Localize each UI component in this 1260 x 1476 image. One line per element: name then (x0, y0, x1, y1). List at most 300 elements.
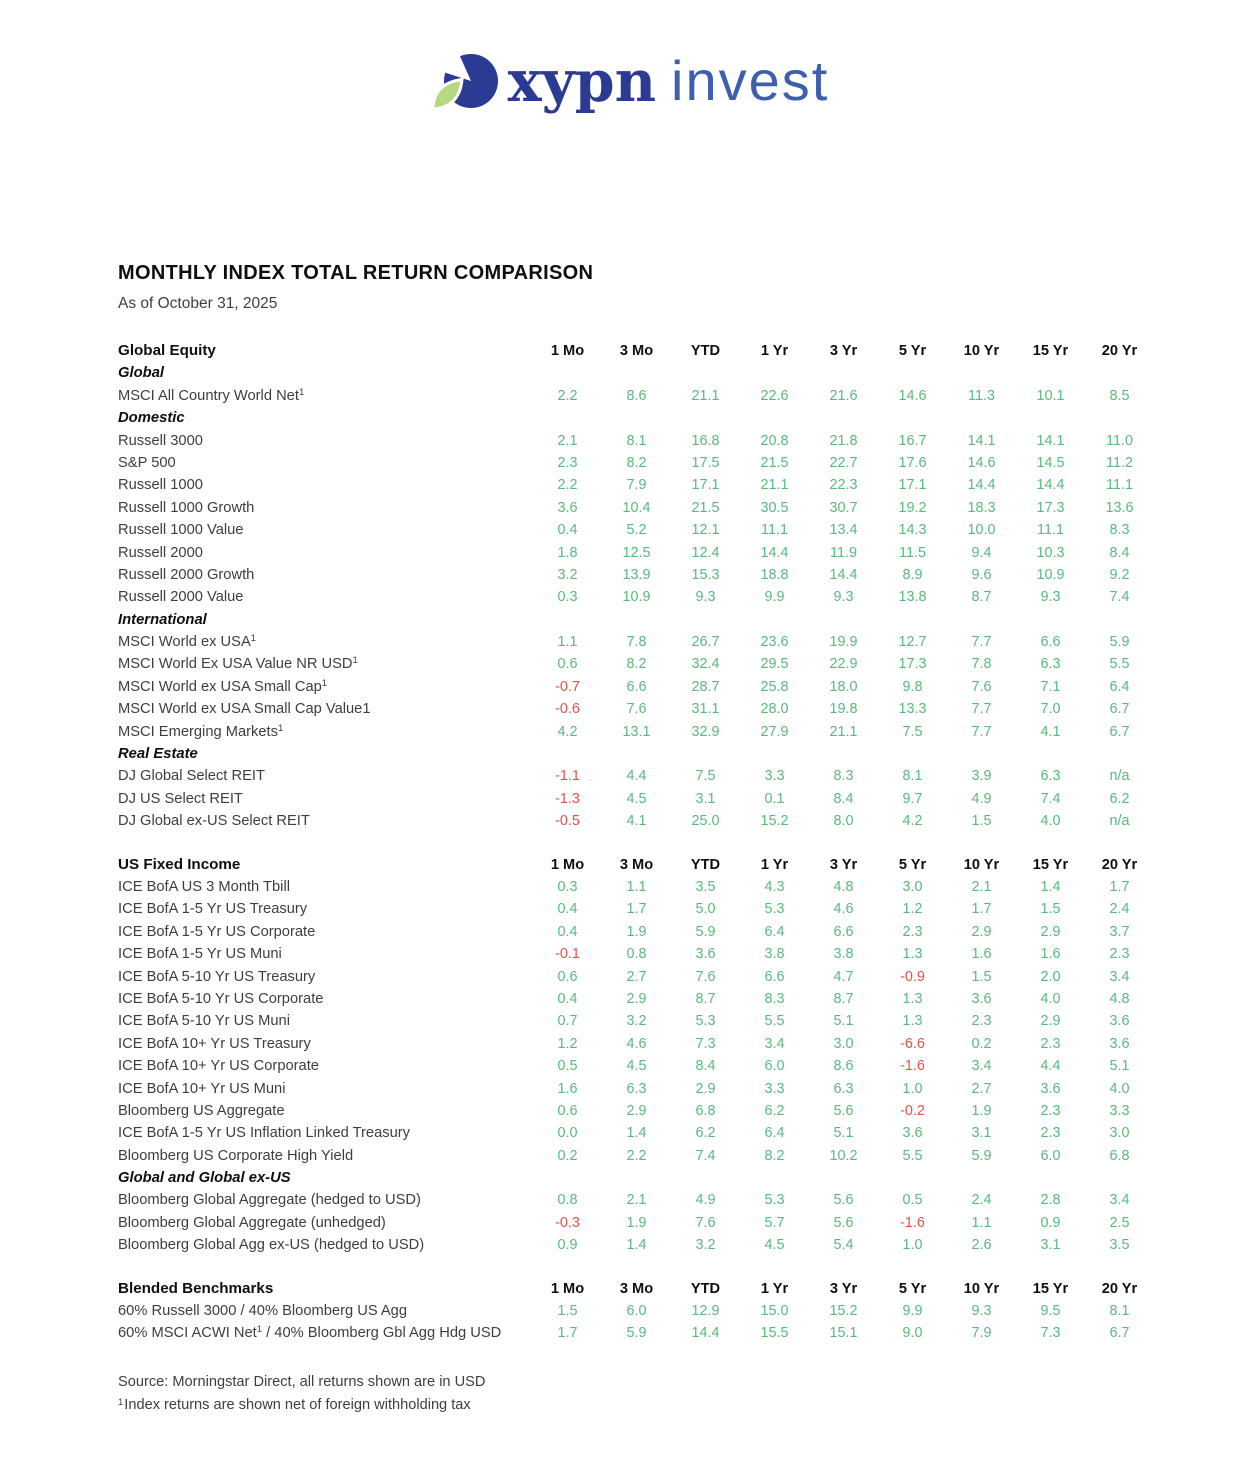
return-value: 17.3 (898, 656, 927, 673)
return-value: 7.6 (695, 1214, 716, 1231)
return-value: 32.9 (691, 723, 720, 740)
return-value: n/a (1109, 813, 1130, 830)
return-value: 14.3 (898, 522, 927, 539)
table-row (118, 564, 1142, 586)
return-value: 1.6 (557, 1080, 578, 1097)
return-value: 6.6 (626, 678, 647, 695)
column-header-15-yr: 15 Yr (1032, 343, 1069, 359)
table-row (118, 542, 1142, 564)
return-value: 7.7 (971, 701, 992, 718)
return-value: 0.3 (557, 878, 578, 895)
table-row (118, 519, 1142, 541)
section-title: Blended Benchmarks (118, 1279, 274, 1297)
return-value: 8.2 (626, 656, 647, 673)
group-subheader: International (118, 611, 207, 628)
return-value: 28.0 (760, 701, 789, 718)
return-value: 15.0 (760, 1303, 789, 1320)
return-value: 3.4 (764, 1035, 785, 1052)
index-name-text: MSCI Emerging Markets (118, 723, 278, 740)
return-value: 8.0 (833, 813, 854, 830)
return-value: 1.6 (971, 946, 992, 963)
return-value: 0.0 (557, 1125, 578, 1142)
return-value: 1.0 (902, 1080, 923, 1097)
return-value: 19.9 (829, 634, 858, 651)
return-value: 0.9 (557, 1237, 578, 1254)
return-value: 4.9 (695, 1192, 716, 1209)
return-value: 14.4 (760, 544, 789, 561)
column-header-10-yr: 10 Yr (963, 856, 1000, 873)
return-value: 1.1 (557, 634, 578, 651)
return-value: 6.0 (764, 1058, 785, 1075)
return-value: 1.8 (557, 544, 578, 561)
index-name-text: Bloomberg Global Aggregate (hedged to USD) (118, 1192, 421, 1209)
index-name-text: Bloomberg Global Aggregate (unhedged) (118, 1214, 386, 1231)
return-value: 4.3 (764, 878, 785, 895)
index-name-text: ICE BofA 5-10 Yr US Corporate (118, 990, 324, 1007)
return-value: 22.7 (829, 454, 858, 471)
table-row (118, 876, 1142, 898)
return-value: 6.2 (695, 1125, 716, 1142)
return-value: 3.6 (902, 1125, 923, 1142)
return-value: 3.6 (1109, 1013, 1130, 1030)
column-header-3-yr: 3 Yr (829, 856, 858, 873)
return-value: -0.7 (555, 678, 580, 695)
table-row (118, 810, 1142, 832)
return-value: 4.7 (833, 968, 854, 985)
return-value: 5.2 (626, 522, 647, 539)
return-value: 6.8 (1109, 1147, 1130, 1164)
return-value: 3.2 (626, 1013, 647, 1030)
return-value: 22.6 (760, 387, 789, 404)
return-value: 21.5 (691, 499, 720, 516)
return-value: 3.6 (557, 499, 578, 516)
index-name (118, 1300, 533, 1322)
index-name (118, 586, 533, 608)
return-value: 1.9 (626, 1214, 647, 1231)
return-value: 6.7 (1109, 723, 1130, 740)
return-value: 1.2 (902, 901, 923, 918)
return-value: 5.9 (626, 1325, 647, 1342)
return-value: 0.5 (902, 1192, 923, 1209)
return-value: 17.3 (1036, 499, 1065, 516)
return-value: 4.5 (626, 1058, 647, 1075)
return-value: 5.9 (971, 1147, 992, 1164)
return-value: -0.3 (555, 1214, 580, 1231)
as-of-date: As of October 31, 2025 (118, 295, 278, 312)
return-value: 0.4 (557, 522, 578, 539)
index-name (118, 1078, 533, 1100)
return-value: 8.1 (626, 432, 647, 449)
return-value: 3.1 (1040, 1237, 1061, 1254)
index-name-text: MSCI World ex USA Small Cap Value1 (118, 701, 371, 718)
table-header-row (118, 854, 1142, 876)
index-name (118, 788, 533, 810)
return-value: 7.9 (971, 1325, 992, 1342)
return-value: 13.8 (898, 589, 927, 606)
column-header-3-yr: 3 Yr (829, 343, 858, 359)
return-value: 10.2 (829, 1147, 858, 1164)
return-value: 6.4 (1109, 678, 1130, 695)
return-value: 14.6 (898, 387, 927, 404)
return-value: 9.2 (1109, 566, 1130, 583)
return-value: 8.2 (626, 454, 647, 471)
return-value: 15.5 (760, 1325, 789, 1342)
return-value: 8.7 (971, 589, 992, 606)
return-value: 3.4 (1109, 1192, 1130, 1209)
index-name-text: MSCI World Ex USA Value NR USD (118, 656, 353, 673)
column-header-ytd: YTD (690, 1280, 721, 1297)
return-value: 1.1 (971, 1214, 992, 1231)
index-name-text: / 40% Bloomberg Gbl Agg Hdg USD (262, 1325, 502, 1342)
table-row (118, 1189, 1142, 1211)
return-value: 15.1 (829, 1325, 858, 1342)
return-value: 12.9 (691, 1303, 720, 1320)
return-value: -6.6 (900, 1035, 925, 1052)
return-value: 6.7 (1109, 701, 1130, 718)
brand-name-secondary: invest (671, 49, 830, 112)
column-header-20-yr: 20 Yr (1101, 343, 1138, 359)
index-name (118, 474, 533, 496)
index-name (118, 452, 533, 474)
return-value: 6.3 (626, 1080, 647, 1097)
return-value: 3.1 (971, 1125, 992, 1142)
column-header-3-mo: 3 Mo (619, 343, 654, 359)
return-value: 2.6 (971, 1237, 992, 1254)
column-header-1-mo: 1 Mo (550, 343, 585, 359)
table-row (118, 1033, 1142, 1055)
return-value: 2.7 (626, 968, 647, 985)
table-row (118, 1100, 1142, 1122)
return-value: 3.3 (764, 1080, 785, 1097)
return-value: 6.6 (833, 923, 854, 940)
return-value: 18.0 (829, 678, 858, 695)
return-value: 10.0 (967, 522, 996, 539)
return-value: 7.5 (902, 723, 923, 740)
column-header-5-yr: 5 Yr (898, 1280, 927, 1297)
return-value: 21.8 (829, 432, 858, 449)
index-name-text: Russell 2000 Value (118, 589, 244, 606)
return-value: 2.3 (1109, 946, 1130, 963)
return-value: 20.8 (760, 432, 789, 449)
return-value: 8.9 (902, 566, 923, 583)
return-value: 19.8 (829, 701, 858, 718)
return-value: 21.6 (829, 387, 858, 404)
return-value: 1.7 (557, 1325, 578, 1342)
return-value: 0.4 (557, 990, 578, 1007)
table-row (118, 430, 1142, 452)
return-value: 8.6 (833, 1058, 854, 1075)
index-name-text: ICE BofA 1-5 Yr US Inflation Linked Treasury (118, 1125, 410, 1142)
return-value: 14.4 (967, 477, 996, 494)
return-value: 8.2 (764, 1147, 785, 1164)
return-value: 8.3 (764, 990, 785, 1007)
return-value: 4.1 (1040, 723, 1061, 740)
return-value: 4.0 (1040, 990, 1061, 1007)
return-value: 10.9 (622, 589, 651, 606)
return-value: 10.3 (1036, 544, 1065, 561)
index-name-text: Russell 2000 (118, 544, 203, 561)
return-value: 11.9 (830, 544, 857, 561)
table-row (118, 1322, 1142, 1344)
return-value: 27.9 (760, 723, 789, 740)
return-value: 6.3 (1040, 656, 1061, 673)
return-value: 2.2 (557, 387, 578, 404)
return-value: 3.8 (833, 946, 854, 963)
return-value: 21.1 (760, 477, 789, 494)
index-name (118, 676, 533, 698)
return-value: 11.1 (1037, 522, 1064, 539)
index-name-text: MSCI All Country World Net (118, 387, 299, 404)
return-value: 1.7 (1109, 878, 1130, 895)
return-value: 4.8 (1109, 990, 1130, 1007)
return-value: 4.4 (626, 768, 647, 785)
table-row (118, 921, 1142, 943)
return-value: -1.3 (555, 790, 580, 807)
return-value: -0.9 (900, 968, 925, 985)
table-row (118, 1010, 1142, 1032)
return-value: 17.6 (898, 454, 927, 471)
return-value: 21.5 (760, 454, 789, 471)
return-value: 1.6 (1040, 946, 1061, 963)
column-header-5-yr: 5 Yr (898, 343, 927, 359)
return-value: 8.3 (833, 768, 854, 785)
return-value: 21.1 (691, 387, 720, 404)
column-header-15-yr: 15 Yr (1032, 1280, 1069, 1297)
return-value: 5.1 (833, 1125, 854, 1142)
return-value: 3.9 (971, 768, 992, 785)
return-value: 9.3 (971, 1303, 992, 1320)
return-value: 8.3 (1109, 522, 1130, 539)
return-value: 2.3 (1040, 1125, 1061, 1142)
group-subheader: Domestic (118, 410, 185, 427)
return-value: 12.5 (622, 544, 651, 561)
index-name (118, 564, 533, 586)
return-value: 6.0 (626, 1303, 647, 1320)
return-value: 29.5 (760, 656, 789, 673)
return-value: 15.2 (760, 813, 789, 830)
index-name (118, 1055, 533, 1077)
return-value: 3.2 (695, 1237, 716, 1254)
return-value: 0.6 (557, 968, 578, 985)
return-value: 32.4 (691, 656, 720, 673)
return-value: 1.3 (902, 1013, 923, 1030)
index-name-text: ICE BofA 1-5 Yr US Muni (118, 946, 282, 963)
column-header-ytd: YTD (690, 856, 721, 873)
index-name-text: ICE BofA 5-10 Yr US Treasury (118, 968, 316, 985)
return-value: 28.7 (691, 678, 720, 695)
return-value: 9.6 (971, 566, 992, 583)
table-row (118, 988, 1142, 1010)
return-value: 21.1 (829, 723, 858, 740)
footnote-marker: 1 (321, 677, 328, 689)
return-value: 14.5 (1036, 454, 1065, 471)
return-value: 2.3 (1040, 1102, 1061, 1119)
index-name (118, 765, 533, 787)
return-value: 31.1 (691, 701, 720, 718)
return-value: 5.9 (695, 923, 716, 940)
return-value: 5.0 (695, 901, 716, 918)
return-value: 1.3 (902, 946, 923, 963)
group-subheader-row (118, 609, 1142, 631)
return-value: 6.6 (1040, 634, 1061, 651)
return-value: 2.5 (1109, 1214, 1130, 1231)
index-name-text: Russell 2000 Growth (118, 566, 255, 583)
column-header-ytd: YTD (690, 343, 721, 359)
return-value: 0.7 (557, 1013, 578, 1030)
return-value: 2.3 (557, 454, 578, 471)
return-value: 7.0 (1040, 701, 1061, 718)
return-value: 6.2 (764, 1102, 785, 1119)
index-name (118, 698, 533, 720)
table-row (118, 631, 1142, 653)
table-row (118, 788, 1142, 810)
return-value: 11.0 (1106, 432, 1133, 449)
return-value: 7.1 (1040, 678, 1061, 695)
return-value: 2.9 (626, 990, 647, 1007)
return-value: 10.9 (1036, 566, 1065, 583)
table-row (118, 1122, 1142, 1144)
index-name (118, 988, 533, 1010)
return-value: 5.6 (833, 1102, 854, 1119)
return-value: 12.4 (691, 544, 720, 561)
return-value: 9.3 (695, 589, 716, 606)
return-value: 4.5 (764, 1237, 785, 1254)
return-value: 5.3 (764, 1192, 785, 1209)
return-value: 0.3 (557, 589, 578, 606)
return-value: 2.3 (971, 1013, 992, 1030)
index-name (118, 943, 533, 965)
return-value: 5.3 (695, 1013, 716, 1030)
return-value: 14.6 (967, 454, 996, 471)
return-value: 13.4 (829, 522, 858, 539)
index-name-text: Russell 3000 (118, 432, 203, 449)
group-subheader-row (118, 407, 1142, 429)
return-value: 11.2 (1106, 454, 1133, 471)
table-row (118, 586, 1142, 608)
table-row (118, 765, 1142, 787)
index-name (118, 519, 533, 541)
index-name-text: Bloomberg Global Agg ex-US (hedged to USD) (118, 1237, 425, 1254)
index-name-text: ICE BofA 1-5 Yr US Corporate (118, 923, 316, 940)
return-value: 14.4 (691, 1325, 720, 1342)
return-value: 15.2 (829, 1303, 858, 1320)
return-value: 9.0 (902, 1325, 923, 1342)
return-value: 3.5 (695, 878, 716, 895)
return-value: 4.6 (626, 1035, 647, 1052)
return-value: 6.0 (1040, 1147, 1061, 1164)
footnote (118, 1394, 1142, 1417)
index-name-text: ICE BofA 5-10 Yr US Muni (118, 1013, 290, 1030)
return-value: 0.5 (557, 1058, 578, 1075)
return-value: 6.4 (764, 1125, 785, 1142)
index-name-text: ICE BofA 10+ Yr US Corporate (118, 1058, 319, 1075)
return-value: 6.4 (764, 923, 785, 940)
index-name (118, 385, 533, 407)
return-value: 7.3 (1040, 1325, 1061, 1342)
return-value: 7.4 (1109, 589, 1130, 606)
footnote-marker: 1 (298, 386, 305, 398)
return-value: 10.1 (1036, 387, 1065, 404)
table-row (118, 497, 1142, 519)
brand-logo (118, 44, 1142, 118)
return-value: 12.1 (691, 522, 720, 539)
return-value: 3.6 (695, 946, 716, 963)
index-name-text: Russell 1000 Growth (118, 499, 255, 516)
column-header-1-yr: 1 Yr (760, 856, 789, 873)
return-value: 5.6 (833, 1214, 854, 1231)
return-value: 7.8 (626, 634, 647, 651)
index-name-text: ICE BofA 10+ Yr US Muni (118, 1080, 286, 1097)
return-value: 1.5 (971, 968, 992, 985)
return-value: 2.9 (1040, 1013, 1061, 1030)
return-value: 3.0 (833, 1035, 854, 1052)
return-value: 8.7 (695, 990, 716, 1007)
return-value: 3.8 (764, 946, 785, 963)
return-value: 9.3 (1040, 589, 1061, 606)
return-value: 5.5 (764, 1013, 785, 1030)
column-header-3-yr: 3 Yr (829, 1280, 858, 1297)
return-value: 0.4 (557, 901, 578, 918)
return-value: 2.2 (557, 477, 578, 494)
return-value: 5.1 (1109, 1058, 1130, 1075)
return-value: 2.2 (626, 1147, 647, 1164)
return-value: 0.8 (626, 946, 647, 963)
return-value: 9.3 (833, 589, 854, 606)
return-value: 7.7 (971, 723, 992, 740)
return-value: 2.9 (1040, 923, 1061, 940)
return-value: 9.9 (902, 1303, 923, 1320)
return-value: 7.6 (971, 678, 992, 695)
table-row (118, 721, 1142, 743)
return-value: 4.5 (626, 790, 647, 807)
return-value: 1.5 (1040, 901, 1061, 918)
return-value: 9.4 (971, 544, 992, 561)
return-value: 1.1 (626, 878, 647, 895)
return-value: 2.1 (971, 878, 992, 895)
table-row (118, 1078, 1142, 1100)
index-name (118, 921, 533, 943)
return-value: 9.8 (902, 678, 923, 695)
return-value: 1.9 (971, 1102, 992, 1119)
return-value: 7.3 (695, 1035, 716, 1052)
return-value: 3.6 (971, 990, 992, 1007)
return-value: 1.5 (971, 813, 992, 830)
return-value: 5.5 (1109, 656, 1130, 673)
return-value: 1.4 (626, 1237, 647, 1254)
index-name-text: DJ Global ex-US Select REIT (118, 813, 310, 830)
index-name (118, 1234, 533, 1256)
return-value: 7.5 (695, 768, 716, 785)
return-value: 13.6 (1105, 499, 1134, 516)
return-value: 0.9 (1040, 1214, 1061, 1231)
return-value: 4.0 (1040, 813, 1061, 830)
index-name (118, 876, 533, 898)
return-value: 18.3 (967, 499, 996, 516)
footnote-marker: 1 (118, 1396, 124, 1408)
return-value: 22.9 (829, 656, 858, 673)
source-note: Source: Morningstar Direct, all returns shown are in USD (118, 1373, 486, 1390)
footnote-marker: 1 (256, 1324, 263, 1336)
return-value: 2.1 (626, 1192, 647, 1209)
return-value: 8.6 (626, 387, 647, 404)
return-value: 1.9 (626, 923, 647, 940)
return-value: 7.6 (695, 968, 716, 985)
return-value: 0.6 (557, 1102, 578, 1119)
return-value: 3.6 (1109, 1035, 1130, 1052)
index-name-text: S&P 500 (118, 454, 176, 471)
index-name (118, 430, 533, 452)
column-header-15-yr: 15 Yr (1032, 856, 1069, 873)
